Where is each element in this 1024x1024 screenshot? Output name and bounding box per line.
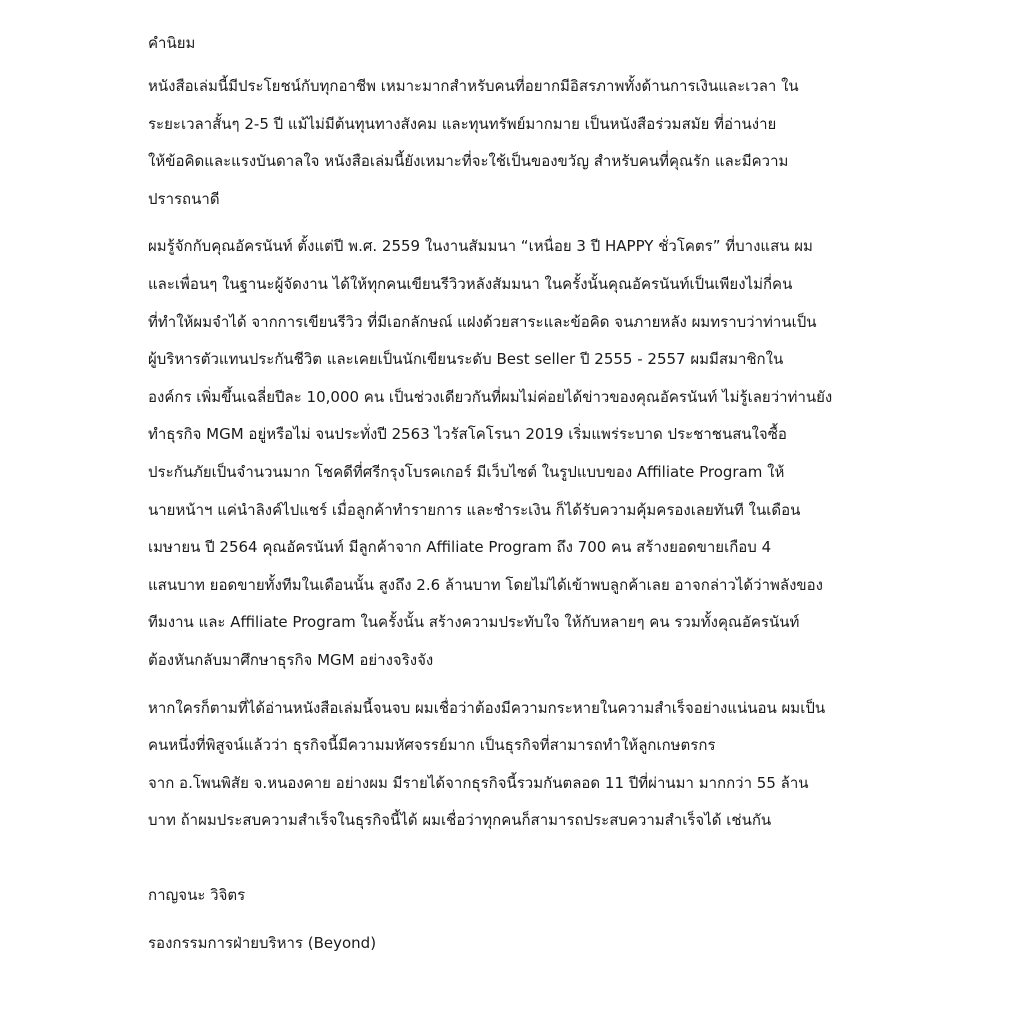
paragraph-line: บาท ถ้าผมประสบความสำเร็จในธุรกิจนี้ได้ ผมเชื่อว่าทุกคนก็สามารถประสบความสำเร็จได้ เช่นกัน <box>148 811 772 830</box>
document-page <box>148 30 888 956</box>
paragraph-line: ระยะเวลาสั้นๆ 2-5 ปี แม้ไม่มีต้นทุนทางสังคม และทุนทรัพย์มากมาย เป็นหนังสือร่วมสมัย ที่อ่านง่าย <box>148 114 777 133</box>
paragraph-line: นายหน้าฯ แค่นำลิงค์ไปแชร์ เมื่อลูกค้าทำรายการ และชำระเงิน ก็ได้รับความคุ้มครองเลยทันที ในเดือน <box>148 500 801 519</box>
signature-name: กาญจนะ วิจิตร <box>148 885 246 904</box>
paragraph-line: จาก อ.โพนพิสัย จ.หนองคาย อย่างผม มีรายได้จากธุรกิจนี้รวมกันตลอด 11 ปีที่ผ่านมา มากกว่า 55 ล้าน <box>148 773 809 792</box>
paragraph-1 <box>148 68 888 218</box>
paragraph-line: ปรารถนาดี <box>148 189 220 208</box>
paragraph-line: ประกันภัยเป็นจำนวนมาก โชคดีที่ศรีกรุงโบรคเกอร์ มีเว็บไซต์ ในรูปแบบของ Affiliate Program ให้ <box>148 462 785 481</box>
paragraph-2 <box>148 228 888 679</box>
paragraph-line: ต้องหันกลับมาศึกษาธุรกิจ MGM อย่างจริงจัง <box>148 650 434 669</box>
paragraph-line: หากใครก็ตามที่ได้อ่านหนังสือเล่มนี้จนจบ ผมเชื่อว่าต้องมีความกระหายในความสำเร็จอย่างแน่นอน ผมเป็น <box>148 698 826 717</box>
paragraph-line: และเพื่อนๆ ในฐานะผู้จัดงาน ได้ให้ทุกคนเขียนรีวิวหลังสัมมนา ในครั้งนั้นคุณอัครนันท์เป็นเพียงไม่กี่คน <box>148 274 793 293</box>
paragraph-line: แสนบาท ยอดขายทั้งทีมในเดือนนั้น สูงถึง 2.6 ล้านบาท โดยไม่ได้เข้าพบลูกค้าเลย อาจกล่าวได้ว่าพลังของ <box>148 575 823 594</box>
paragraph-line: หนังสือเล่มนี้มีประโยชน์กับทุกอาชีพ เหมาะมากสำหรับคนที่อยากมีอิสรภาพทั้งด้านการเงินและเวลา ใน <box>148 77 799 95</box>
paragraph-line: เมษายน ปี 2564 คุณอัครนันท์ มีลูกค้าจาก Affiliate Program ถึง 700 คน สร้างยอดขายเกือบ 4 <box>148 538 772 557</box>
paragraph-line: ผู้บริหารตัวแทนประกันชีวิต และเคยเป็นนักเขียนระดับ Best seller ปี 2555 - 2557 ผมมีสมาชิกใน <box>148 350 784 369</box>
paragraph-line: ทีมงาน และ Affiliate Program ในครั้งนั้น สร้างความประทับใจ ให้กับหลายๆ คน รวมทั้งคุณอัครนันท์ <box>148 613 800 632</box>
paragraph-line: องค์กร เพิ่มขึ้นเฉลี่ยปีละ 10,000 คน เป็นช่วงเดียวกันที่ผมไม่ค่อยได้ข่าวของคุณอัครนันท์ ไม่รู้เลยว่าท่านยัง <box>148 387 833 406</box>
signature-title: รองกรรมการฝ่ายบริหาร (Beyond) <box>148 933 377 952</box>
paragraph-line: คนหนึ่งที่พิสูจน์แล้วว่า ธุรกิจนี้มีความมหัศจรรย์มาก เป็นธุรกิจที่สามารถทำให้ลูกเกษตรกร <box>148 736 716 755</box>
paragraph-line: ที่ทำให้ผมจำได้ จากการเขียนรีวิว ที่มีเอกลักษณ์ แฝงด้วยสาระและข้อคิด จนภายหลัง ผมทราบว่าท่านเป็น <box>148 312 817 331</box>
document-heading: คำนิยม <box>148 34 196 52</box>
signature-block <box>148 882 888 956</box>
paragraph-line: ผมรู้จักกับคุณอัครนันท์ ตั้งแต่ปี พ.ศ. 2559 ในงานสัมมนา “เหนื่อย 3 ปี HAPPY ชั่วโคตร” ที่บางแสน ผม <box>148 237 813 256</box>
paragraph-line: ให้ข้อคิดและแรงบันดาลใจ หนังสือเล่มนี้ยังเหมาะที่จะใช้เป็นของขวัญ สำหรับคนที่คุณรัก และมีความ <box>148 152 789 171</box>
paragraph-3 <box>148 690 888 840</box>
paragraph-line: ทำธุรกิจ MGM อยู่หรือไม่ จนประทั่งปี 2563 ไวรัสโคโรนา 2019 เริ่มแพร่ระบาด ประชาชนสนใจซื้อ <box>148 425 787 444</box>
